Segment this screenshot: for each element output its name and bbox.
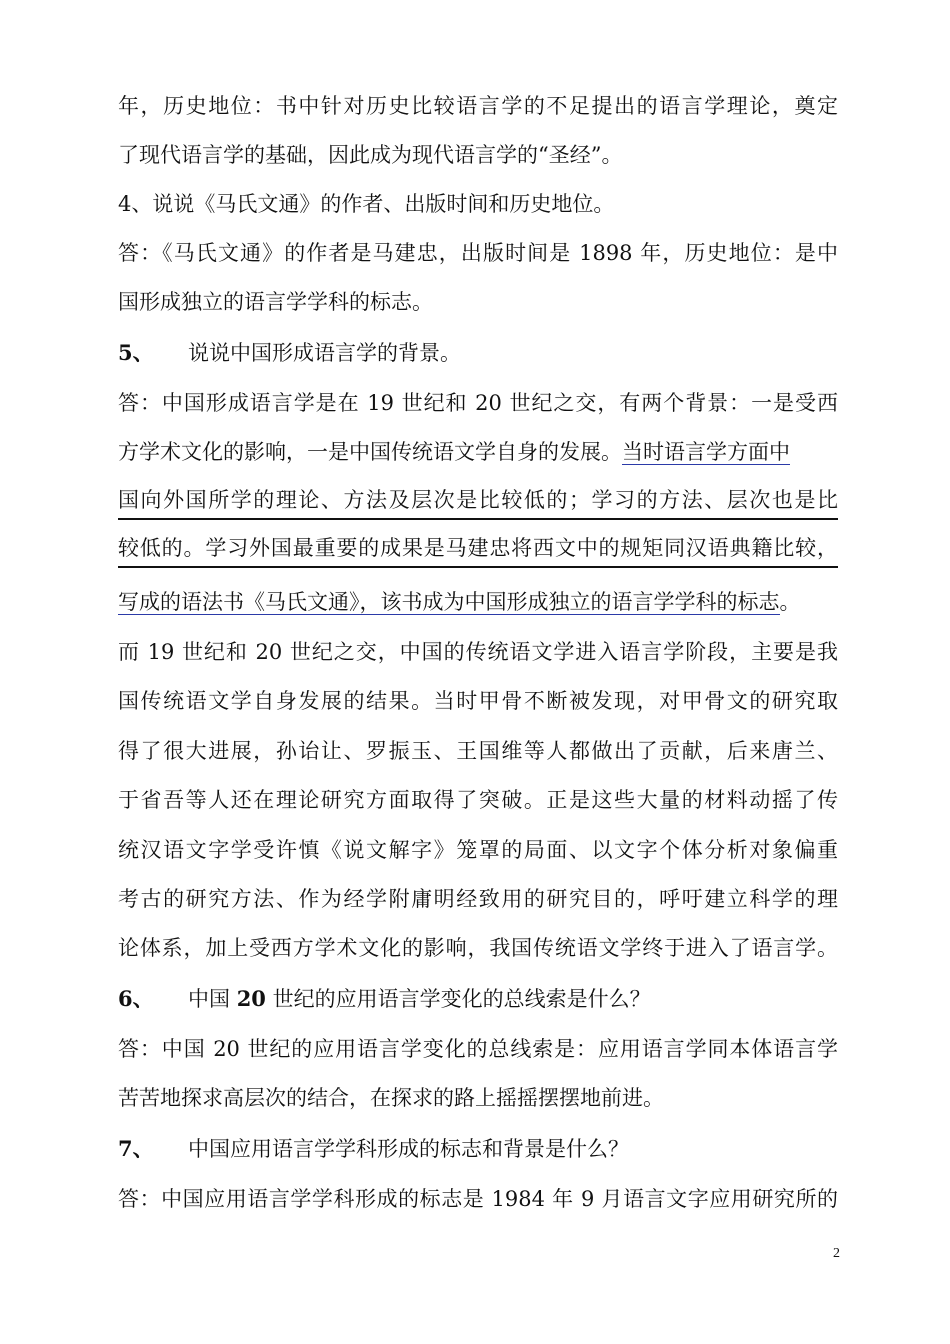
question-line (118, 333, 838, 373)
question-number: 5、 (118, 340, 154, 365)
plain-text: 。 (779, 590, 801, 614)
underlined-line: 国向外国所学的理论、方法及层次是比较低的；学习的方法、层次也是比 (118, 480, 838, 520)
text-line: 苦苦地探求高层次的结合，在探求的路上摇摇摆摆地前进。 (118, 1086, 664, 1110)
question-text: 中国 (188, 987, 237, 1011)
question-text-bold: 20 (236, 986, 266, 1011)
question-text: 说说中国形成语言学的背景。 (188, 341, 461, 365)
text-line: 国传统语文学自身发展的结果。当时甲骨不断被发现，对甲骨文的研究取 (118, 689, 838, 713)
underlined-text: 写成的语法书《马氏文通》，该书成为中国形成独立的语言学学科的标志 (118, 590, 780, 614)
text-line (118, 432, 838, 472)
page-number: 2 (833, 1246, 840, 1261)
underlined-text: 当时语言学方面中 (622, 440, 790, 464)
answer-line: 答：《马氏文通》的作者是马建忠，出版时间是 1898 年，历史地位：是中 (118, 241, 838, 265)
text-line: 国形成独立的语言学学科的标志。 (118, 290, 433, 314)
text-line: 得了很大进展，孙诒让、罗振玉、王国维等人都做出了贡献，后来唐兰、 (118, 739, 838, 763)
underlined-line: 较低的。学习外国最重要的成果是马建忠将西文中的规矩同汉语典籍比较， (118, 528, 838, 568)
question-text: 世纪的应用语言学变化的总线索是什么？ (265, 987, 651, 1011)
text-line: 了现代语言学的基础，因此成为现代语言学的“圣经”。 (118, 143, 623, 167)
answer-line: 答：中国 20 世纪的应用语言学变化的总线索是：应用语言学同本体语言学 (118, 1037, 838, 1061)
question-text: 中国应用语言学学科形成的标志和背景是什么？ (188, 1137, 629, 1161)
answer-line: 答：中国应用语言学学科形成的标志是 1984 年 9 月语言文字应用研究所的 (118, 1187, 838, 1211)
question-line (118, 979, 838, 1019)
question-number: 7、 (118, 1136, 154, 1161)
question-line: 4、说说《马氏文通》的作者、出版时间和历史地位。 (118, 192, 615, 216)
question-number: 6、 (118, 986, 154, 1011)
answer-line: 答：中国形成语言学是在 19 世纪和 20 世纪之交，有两个背景：一是受西 (118, 391, 838, 415)
text-line: 而 19 世纪和 20 世纪之交，中国的传统语文学进入语言学阶段，主要是我 (118, 640, 838, 664)
text-line: 于省吾等人还在理论研究方面取得了突破。正是这些大量的材料动摇了传 (118, 788, 838, 812)
text-line (118, 582, 838, 622)
text-line: 考古的研究方法、作为经学附庸明经致用的研究目的，呼吁建立科学的理 (118, 887, 838, 911)
plain-text: 方学术文化的影响，一是中国传统语文学自身的发展。 (118, 440, 622, 464)
text-line: 论体系，加上受西方学术文化的影响，我国传统语文学终于进入了语言学。 (118, 936, 838, 960)
question-line (118, 1129, 838, 1169)
text-line: 统汉语文字学受许慎《说文解字》笼罩的局面、以文字个体分析对象偏重 (118, 838, 838, 862)
text-line: 年，历史地位：书中针对历史比较语言学的不足提出的语言学理论，奠定 (118, 94, 838, 118)
